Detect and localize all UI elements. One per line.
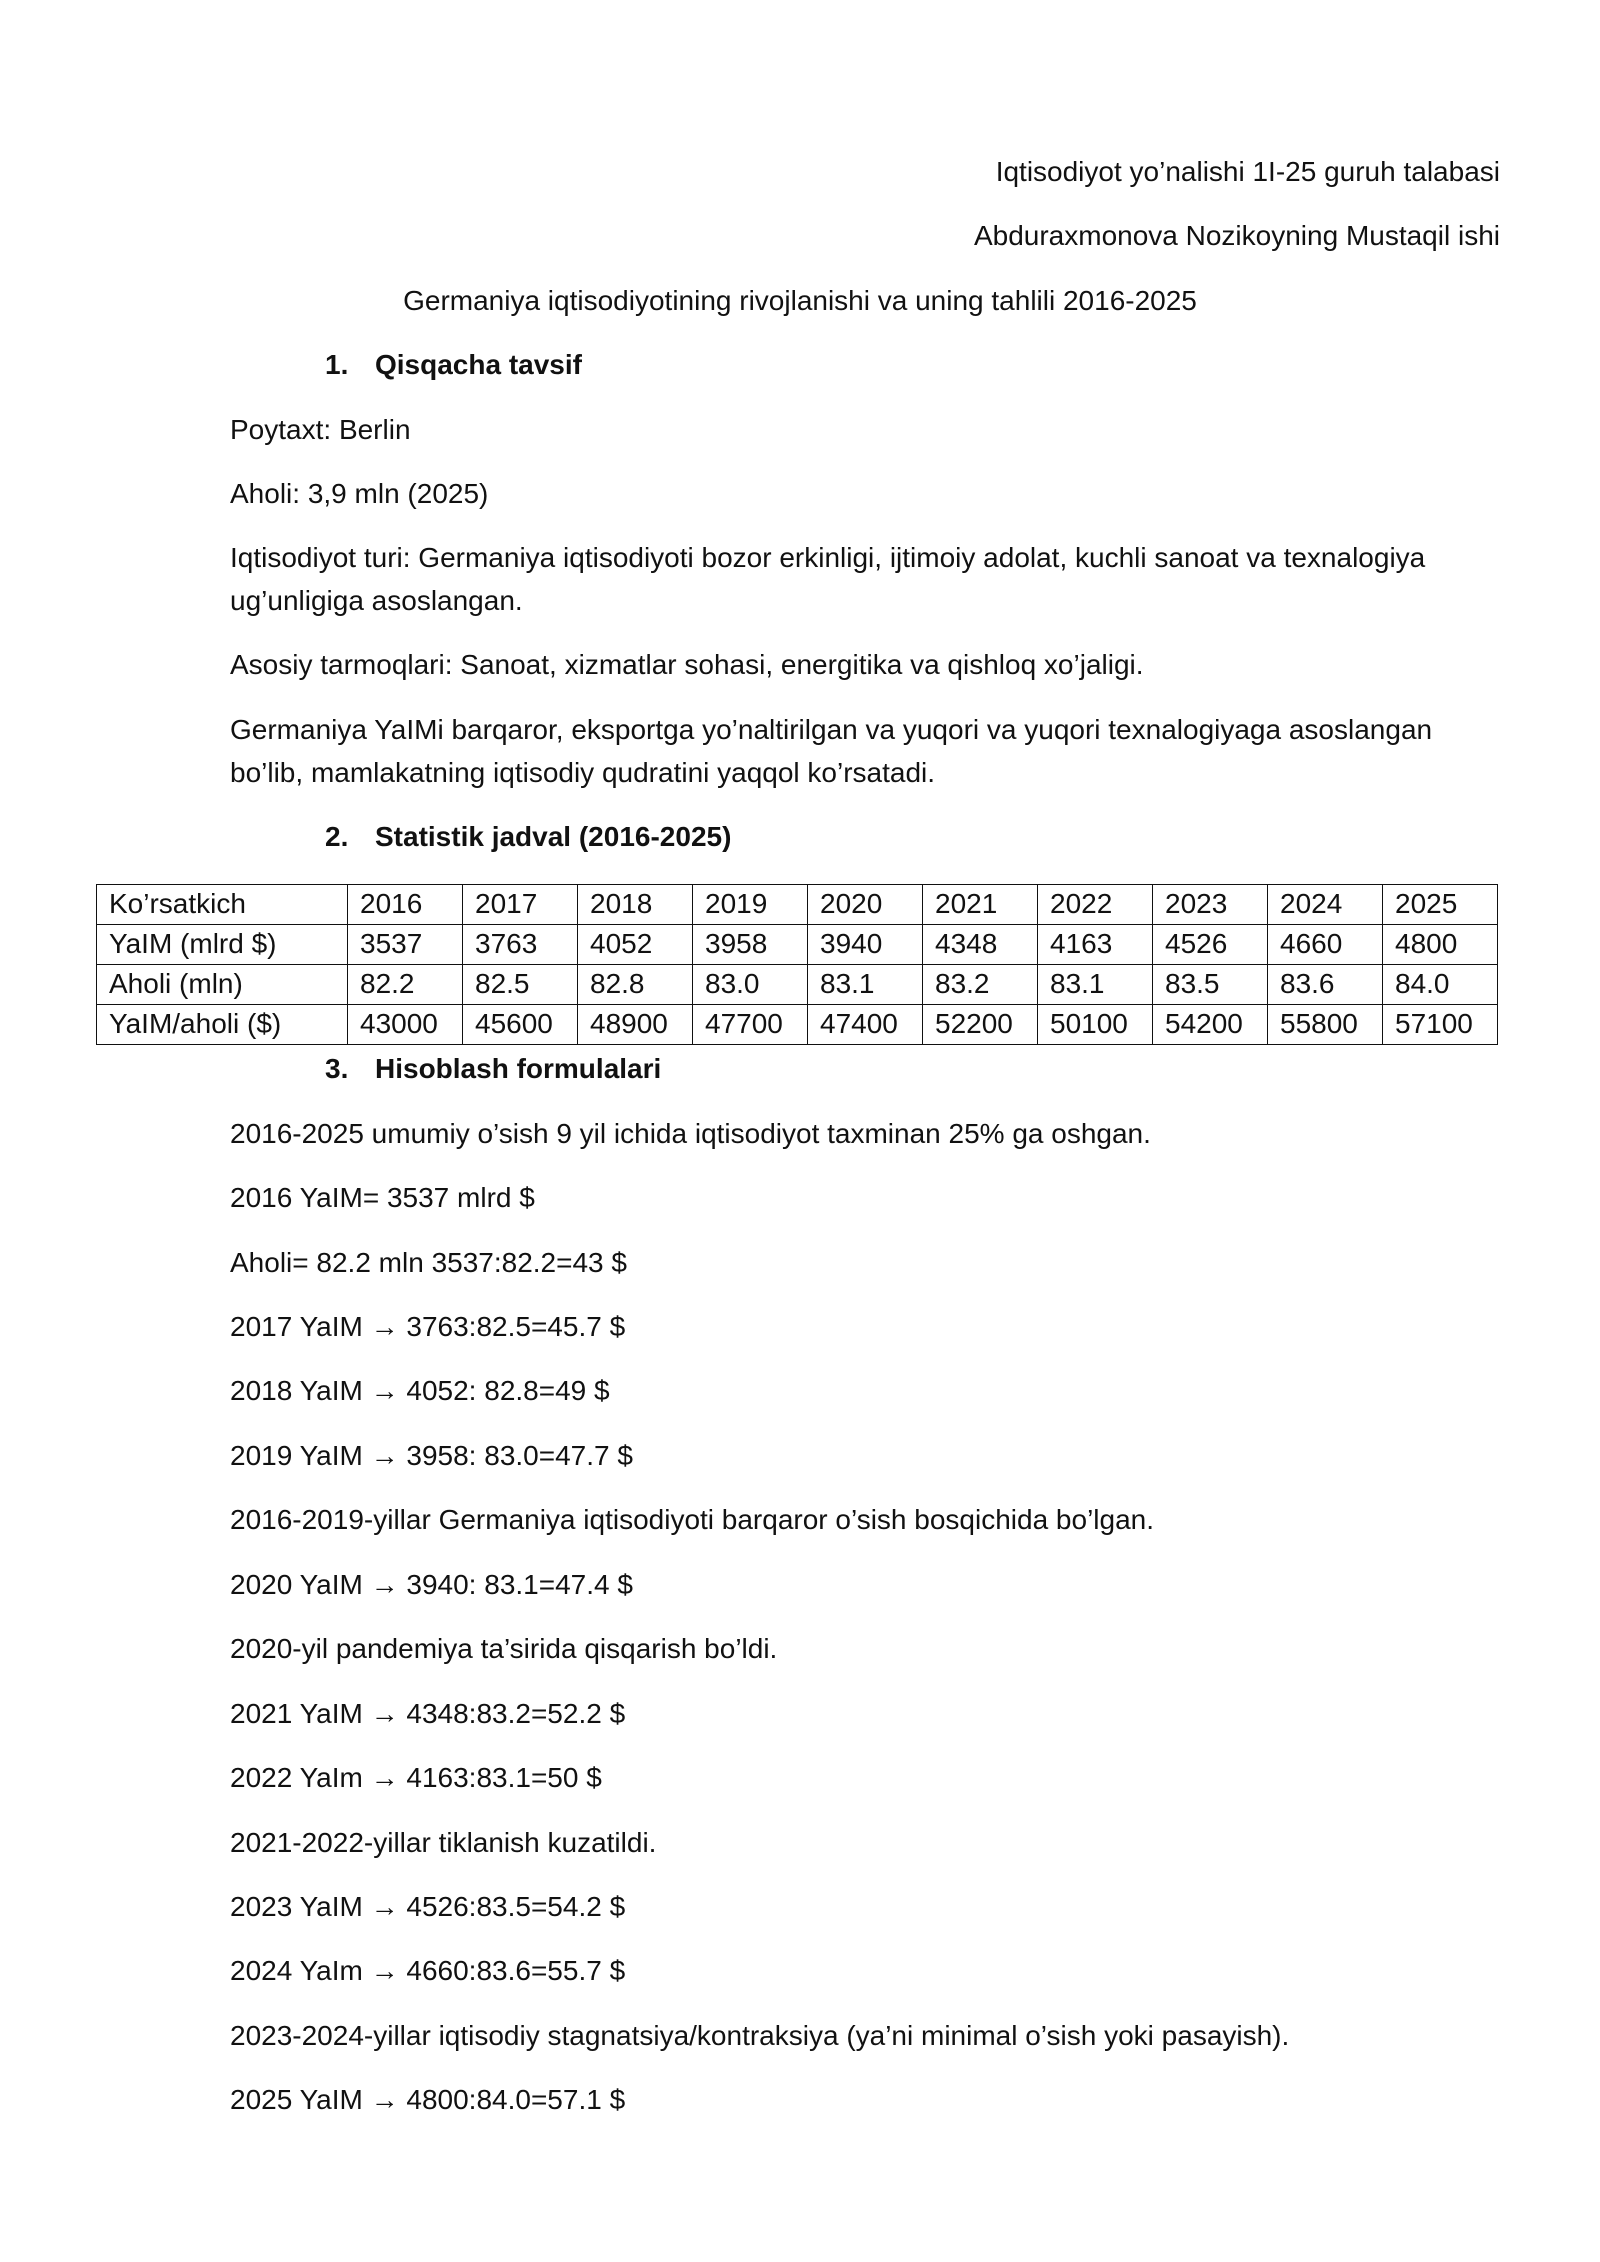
- table-header-year: 2025: [1383, 885, 1498, 925]
- table-cell: 50100: [1038, 1005, 1153, 1045]
- summary-text: Germaniya YaIMi barqaror, eksportga yo’naltirilgan va yuqori va yuqori texnalogiyaga asoslangan bo’lib, mamlakatning iqtisodiy qudratini yaqqol ko’rsatadi.: [230, 714, 1433, 789]
- table-cell: 47700: [693, 1005, 808, 1045]
- calc-line: 2021-2022-yillar tiklanish kuzatildi.: [230, 1827, 657, 1858]
- table-row-label: Aholi (mln): [97, 965, 348, 1005]
- calc-line: 2022 YaIm → 4163:83.1=50 $: [230, 1762, 602, 1793]
- table-cell: 3940: [808, 925, 923, 965]
- statistics-table: [96, 884, 1498, 1045]
- section-1-number: 1.: [325, 349, 349, 380]
- table-cell: 3537: [348, 925, 463, 965]
- section-3-heading: [325, 1047, 661, 1090]
- section-1-title: Qisqacha tavsif: [375, 349, 582, 380]
- document-title: Germaniya iqtisodiyotining rivojlanishi va uning tahlili 2016-2025: [403, 285, 1197, 316]
- section-3-number: 3.: [325, 1053, 349, 1084]
- table-header-year: 2019: [693, 885, 808, 925]
- calc-line: 2017 YaIM → 3763:82.5=45.7 $: [230, 1311, 626, 1342]
- section-1-heading: [325, 343, 582, 386]
- table-header-year: 2018: [578, 885, 693, 925]
- table-cell: 83.6: [1268, 965, 1383, 1005]
- table-cell: 55800: [1268, 1005, 1383, 1045]
- table-cell: 4526: [1153, 925, 1268, 965]
- table-row-label: YaIM (mlrd $): [97, 925, 348, 965]
- table-header-year: 2016: [348, 885, 463, 925]
- table-cell: 83.1: [808, 965, 923, 1005]
- table-row: [97, 965, 1498, 1005]
- calc-line: 2021 YaIM → 4348:83.2=52.2 $: [230, 1698, 626, 1729]
- calc-line: 2018 YaIM → 4052: 82.8=49 $: [230, 1375, 610, 1406]
- section-2-number: 2.: [325, 821, 349, 852]
- author-line-1: Iqtisodiyot yo’nalishi 1I-25 guruh talabasi: [995, 156, 1500, 187]
- table-header-year: 2023: [1153, 885, 1268, 925]
- capital-text: Poytaxt: Berlin: [230, 414, 411, 445]
- table-cell: 43000: [348, 1005, 463, 1045]
- table-header-year: 2020: [808, 885, 923, 925]
- table-row-label: YaIM/aholi ($): [97, 1005, 348, 1045]
- table-cell: 82.8: [578, 965, 693, 1005]
- author-line-2: Abduraxmonova Nozikoyning Mustaqil ishi: [973, 220, 1500, 251]
- table-cell: 83.2: [923, 965, 1038, 1005]
- population-text: Aholi: 3,9 mln (2025): [230, 478, 489, 509]
- calc-line: 2020 YaIM → 3940: 83.1=47.4 $: [230, 1569, 633, 1600]
- calc-line: 2023 YaIM → 4526:83.5=54.2 $: [230, 1891, 626, 1922]
- calc-line: 2020-yil pandemiya ta’sirida qisqarish bo’ldi.: [230, 1633, 778, 1664]
- table-header-year: 2024: [1268, 885, 1383, 925]
- table-cell: 82.2: [348, 965, 463, 1005]
- table-cell: 52200: [923, 1005, 1038, 1045]
- table-cell: 3958: [693, 925, 808, 965]
- calc-line: 2025 YaIM → 4800:84.0=57.1 $: [230, 2084, 626, 2115]
- table-cell: 83.0: [693, 965, 808, 1005]
- calc-line: 2016 YaIM= 3537 mlrd $: [230, 1182, 535, 1213]
- table-cell: 4660: [1268, 925, 1383, 965]
- table-cell: 48900: [578, 1005, 693, 1045]
- table-cell: 4052: [578, 925, 693, 965]
- calc-line: 2019 YaIM → 3958: 83.0=47.7 $: [230, 1440, 633, 1471]
- table-cell: 47400: [808, 1005, 923, 1045]
- table-cell: 45600: [463, 1005, 578, 1045]
- economy-type-text: Iqtisodiyot turi: Germaniya iqtisodiyoti bozor erkinligi, ijtimoiy adolat, kuchli sanoat va texnalogiya ug’unligiga asoslangan.: [230, 542, 1426, 617]
- table-cell: 83.1: [1038, 965, 1153, 1005]
- table-cell: 4348: [923, 925, 1038, 965]
- table-cell: 3763: [463, 925, 578, 965]
- calc-line: 2024 YaIm → 4660:83.6=55.7 $: [230, 1955, 626, 1986]
- table-cell: 84.0: [1383, 965, 1498, 1005]
- table-cell: 83.5: [1153, 965, 1268, 1005]
- section-2-title: Statistik jadval (2016-2025): [375, 821, 732, 852]
- sectors-text: Asosiy tarmoqlari: Sanoat, xizmatlar sohasi, energitika va qishloq xo’jaligi.: [230, 649, 1144, 680]
- table-header-year: 2022: [1038, 885, 1153, 925]
- section-3-title: Hisoblash formulalari: [375, 1053, 662, 1084]
- table-header-year: 2021: [923, 885, 1038, 925]
- calc-line: 2016-2025 umumiy o’sish 9 yil ichida iqtisodiyot taxminan 25% ga oshgan.: [230, 1118, 1151, 1149]
- table-row: [97, 925, 1498, 965]
- table-cell: 54200: [1153, 1005, 1268, 1045]
- table-row: [97, 1005, 1498, 1045]
- table-header-year: 2017: [463, 885, 578, 925]
- table-cell: 4800: [1383, 925, 1498, 965]
- calc-line: Aholi= 82.2 mln 3537:82.2=43 $: [230, 1247, 627, 1278]
- table-cell: 57100: [1383, 1005, 1498, 1045]
- calc-line: 2023-2024-yillar iqtisodiy stagnatsiya/kontraksiya (ya’ni minimal o’sish yoki pasayish).: [230, 2020, 1290, 2051]
- table-header-label: Ko’rsatkich: [97, 885, 348, 925]
- table-header-row: [97, 885, 1498, 925]
- table-cell: 4163: [1038, 925, 1153, 965]
- table-cell: 82.5: [463, 965, 578, 1005]
- calc-line: 2016-2019-yillar Germaniya iqtisodiyoti barqaror o’sish bosqichida bo’lgan.: [230, 1504, 1154, 1535]
- section-2-heading: [325, 815, 731, 858]
